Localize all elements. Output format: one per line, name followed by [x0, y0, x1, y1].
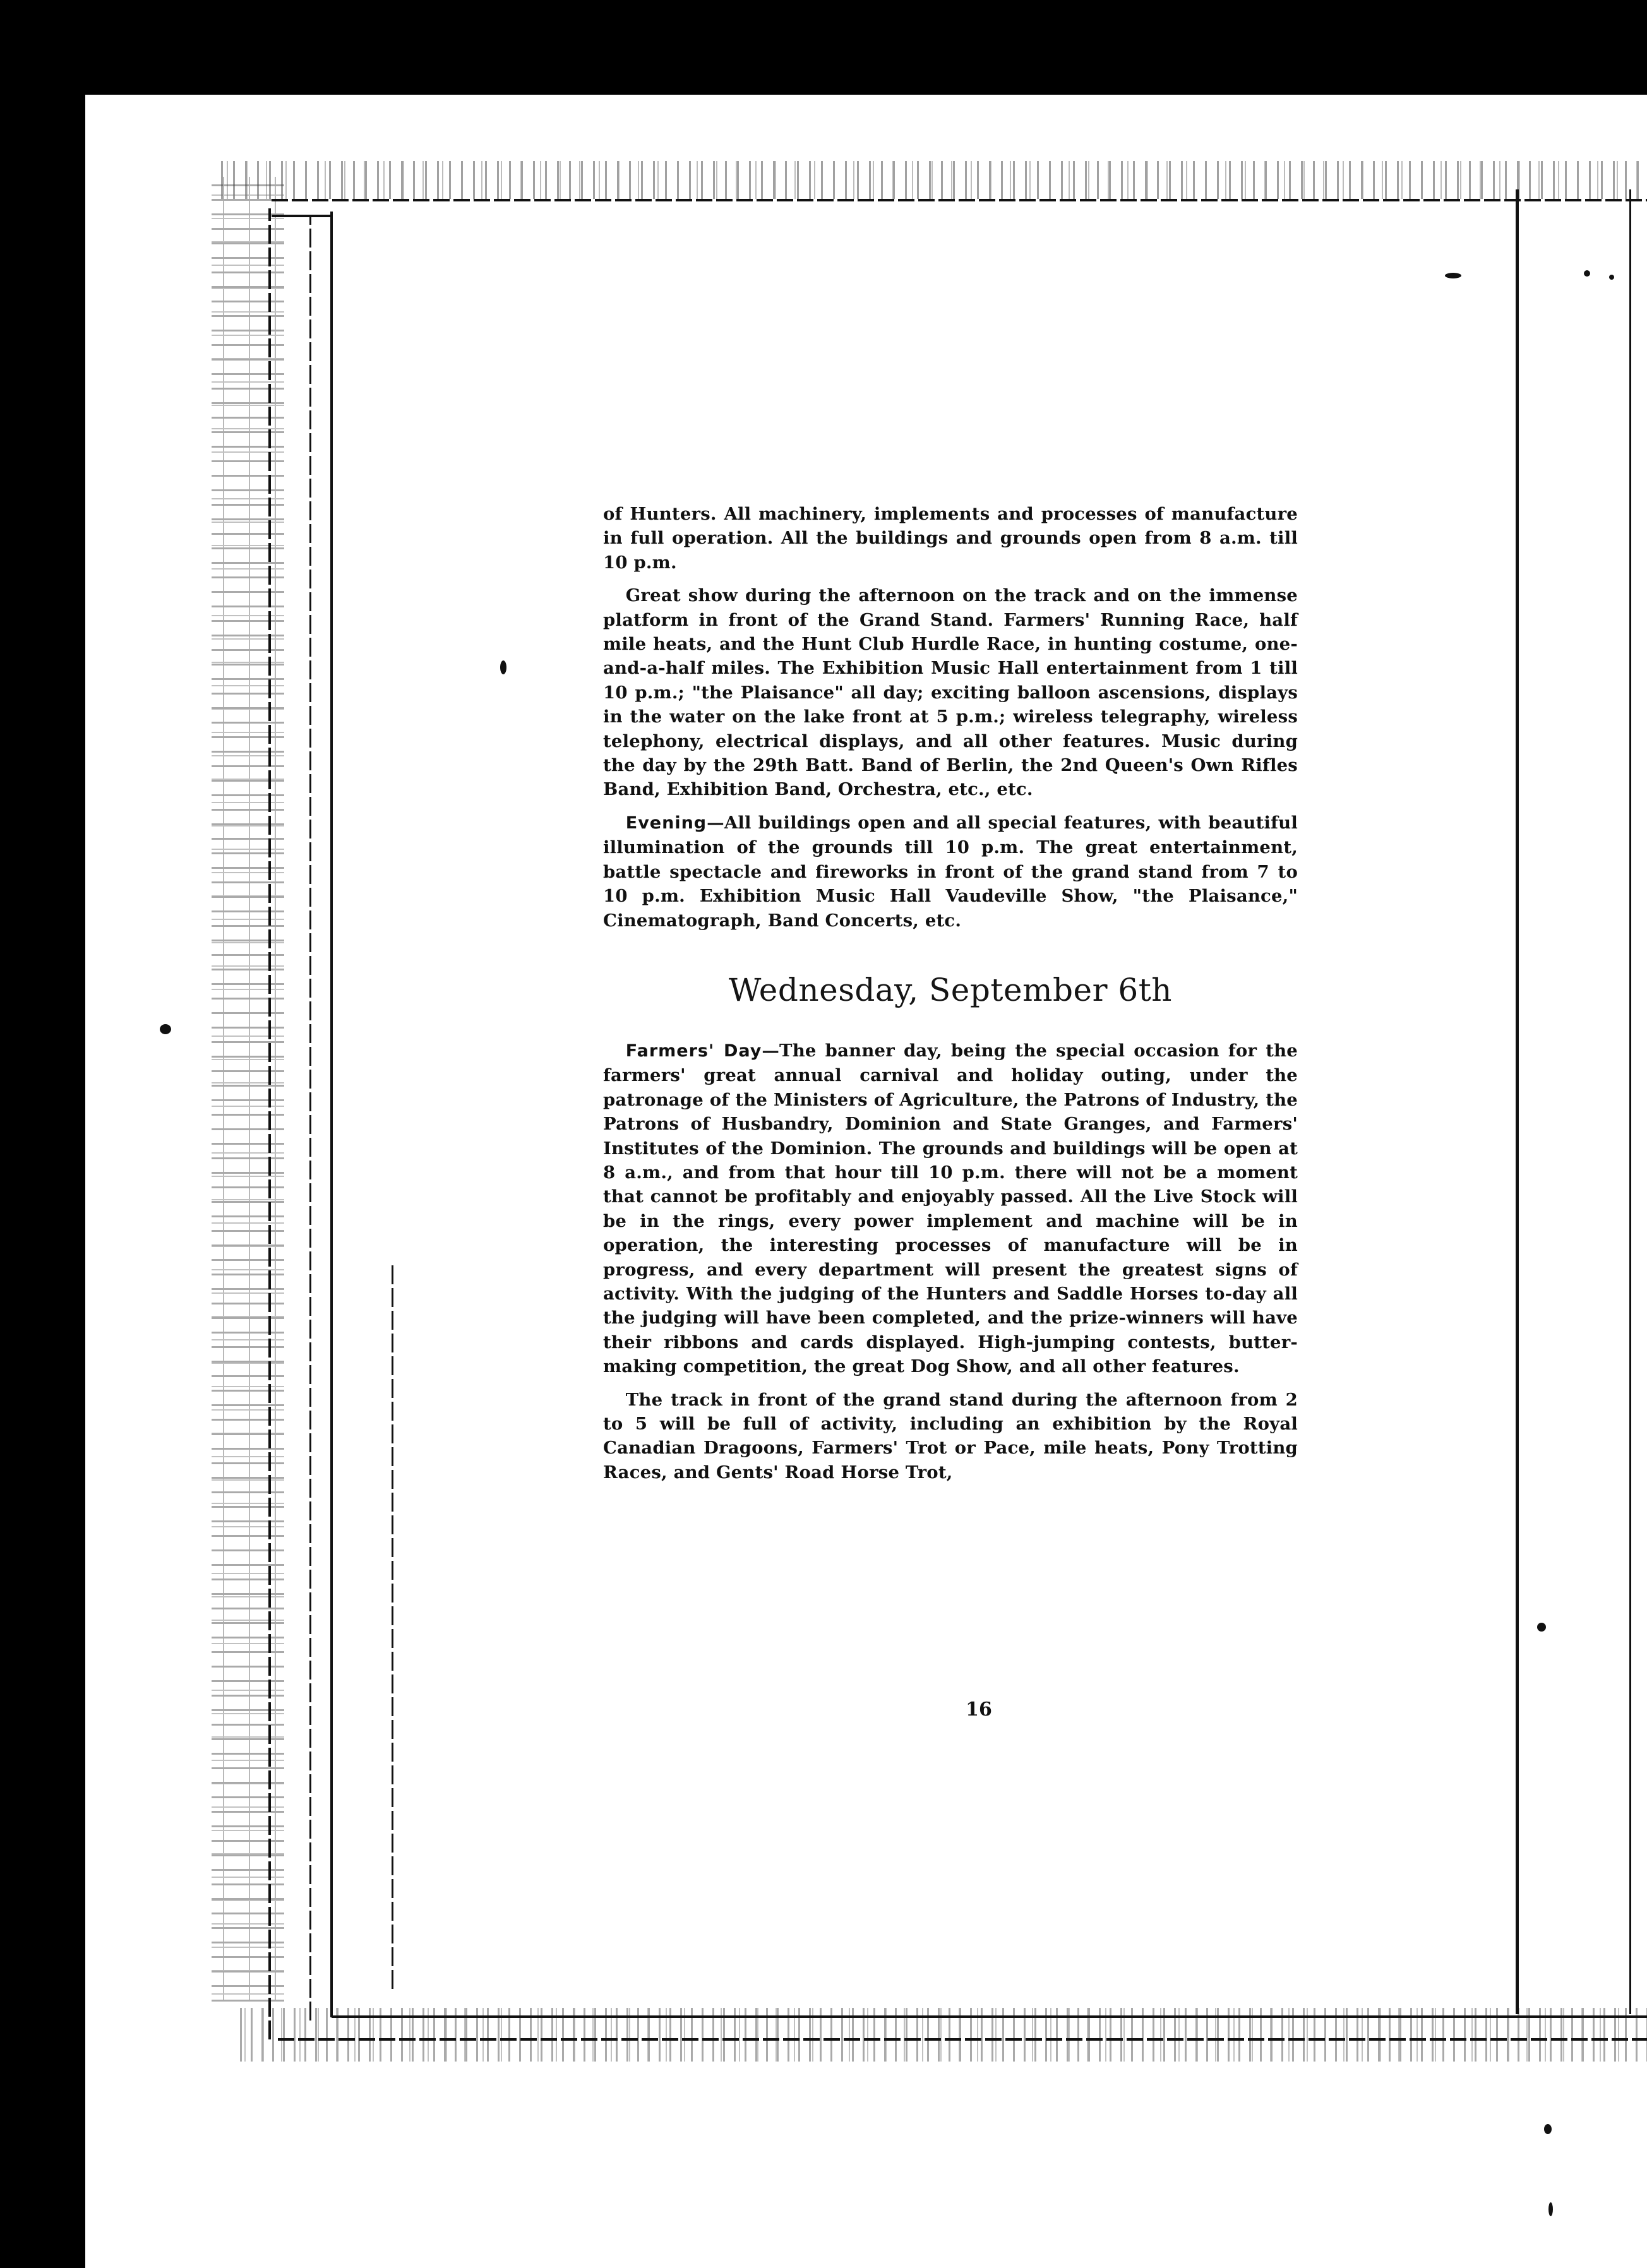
- scan-speck: [160, 1024, 171, 1034]
- page-number: 16: [966, 1698, 992, 1721]
- farmers-day-paragraph: [603, 1039, 1298, 1379]
- evening-lead: Evening: [625, 813, 707, 833]
- border-speckle-top: [221, 161, 1647, 199]
- scan-speck: [1537, 1623, 1546, 1632]
- page-left-margin-rule: [392, 1263, 393, 1989]
- farmers-day-text: —The banner day, being the special occasion for the farmers' great annual carnival and holiday outing, under the patronage of the Ministers of Agriculture, the Patrons of Industry, the Patrons of Husbandry, Dominion and State Granges, and Farmers' Institutes of the Dominion. The grounds and buildings will be open at 8 a.m., and from that hour till 10 p.m. there will not be a moment that cannot be profitably and enjoyably passed. All the Live Stock will be in the rings, every power implement and machine will be in operation, the interesting processes of manufacture will be in progress, and every department will present the greatest signs of activity. With the judging of the Hunters and Saddle Horses to-day all the judging will have been completed, and the prize-winners will have their ribbons and cards displayed. High-jumping contests, butter-making competition, the great Dog Show, and all other features.: [603, 1040, 1298, 1377]
- scan-speck: [1544, 2124, 1552, 2134]
- scan-speck: [1445, 273, 1461, 278]
- scan-speck: [500, 660, 506, 674]
- continued-paragraph: of Hunters. All machinery, implements and processes of manufacture in full operation. All the buildings and grounds open from 8 a.m. till 10 p.m.: [603, 504, 1298, 573]
- section-heading: Wednesday, September 6th: [728, 971, 1172, 1008]
- evening-text: —All buildings open and all special features, with beautiful illumination of the grounds till 10 p.m. The great entertainment, battle spectacle and fireworks in front of the grand stand from 7 to 10 p.m. Exhibition Music Hall Vaudeville Show, "the Plaisance," Cinematograph, Band Concerts, etc.: [603, 812, 1298, 931]
- scan-speck: [1584, 270, 1590, 277]
- page-text: [603, 502, 1298, 1484]
- page-right-margin-rule: [1629, 189, 1631, 2014]
- inner-frame-left-rule: [309, 215, 311, 2020]
- evening-paragraph: [603, 811, 1298, 933]
- farmers-day-lead: Farmers' Day: [625, 1041, 762, 1061]
- scan-speck: [1609, 275, 1614, 280]
- page-right-edge-rule: [1516, 189, 1519, 2014]
- track-paragraph: The track in front of the grand stand during the afternoon from 2 to 5 will be full of activity, including an exhibition by the Royal Canadian Dragoons, Farmers' Trot or Pace, mile heats, Pony Trotting Races, and Gents' Road Horse Trot,: [603, 1389, 1298, 1483]
- outer-frame-left-rule: [268, 208, 271, 2039]
- outer-frame-bottom-rule: [278, 2038, 1647, 2041]
- page-left-edge-rule: [330, 212, 333, 2017]
- outer-frame-top-rule: [272, 199, 1647, 201]
- scan-speck: [1548, 2202, 1553, 2216]
- page-bottom-rule: [332, 2015, 1647, 2018]
- inner-frame-top-rule: [272, 215, 332, 217]
- border-speckle-left: [212, 177, 284, 2002]
- show-paragraph: Great show during the afternoon on the track and on the immense platform in front of the Grand Stand. Farmers' Running Race, half mile heats, and the Hunt Club Hurdle Race, in hunting costume, one-and-a-half miles. The Exhibition Music Hall entertainment from 1 till 10 p.m.; "the Plaisance" all day; exciting balloon ascensions, displays in the water on the lake front at 5 p.m.; wireless telegraphy, wireless telephony, electrical displays, and all other features. Music during the day by the 29th Batt. Band of Berlin, the 2nd Queen's Own Rifles Band, Exhibition Band, Orchestra, etc., etc.: [603, 585, 1298, 800]
